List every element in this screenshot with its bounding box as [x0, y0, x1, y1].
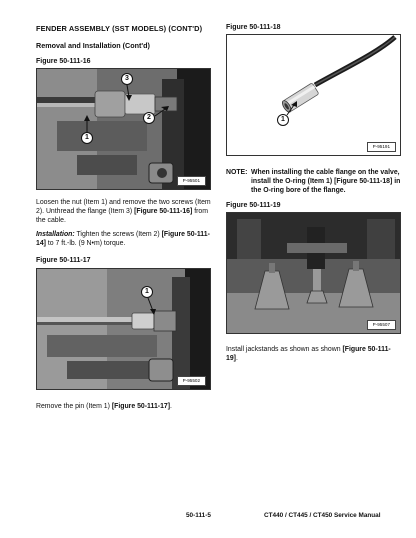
- figure-reference: [Figure 50-111-17]: [111, 403, 171, 410]
- paragraph-remove-flange: [36, 198, 212, 225]
- figure-reference: [Figure 50-111-14]: [36, 231, 210, 247]
- text-run: .: [170, 403, 172, 410]
- figure-reference: [Figure 50-111-19]: [226, 346, 391, 362]
- text-run: Remove the pin (Item 1): [36, 403, 112, 410]
- callout-1: 1: [81, 132, 93, 144]
- paragraph-remove-pin: [36, 402, 212, 411]
- figure-19-caption: Figure 50-111-19: [226, 202, 281, 209]
- section-title: FENDER ASSEMBLY (SST MODELS) (CONT'D): [36, 24, 203, 33]
- figure-16-caption: Figure 50-111-16: [36, 58, 91, 65]
- jackstands-image: [227, 213, 401, 334]
- text-run: Loosen the nut (Item 1) and remove the two screws (Item 2). Unthread the flange (Item 3): [36, 199, 211, 215]
- manual-title: CT440 / CT445 / CT450 Service Manual: [264, 512, 381, 519]
- page-number: 50-111-5: [186, 512, 211, 519]
- text-run: to 7 ft.-lb. (9 N•m) torque.: [45, 240, 126, 247]
- callout-3: 3: [121, 73, 133, 85]
- text-run: Tighten the screws (Item 2): [74, 231, 162, 238]
- callout-2: 2: [143, 112, 155, 124]
- paragraph-installation: [36, 230, 212, 248]
- figure-17-photo: [36, 268, 211, 390]
- figure-18-caption: Figure 50-111-18: [226, 24, 281, 31]
- figure-17-caption: Figure 50-111-17: [36, 257, 91, 264]
- figure-18-photo: [226, 34, 401, 156]
- pin-removal-image: [37, 269, 211, 390]
- cable-oring-image: [227, 35, 401, 156]
- callout-1: 1: [277, 114, 289, 126]
- figure-16-photo: [36, 68, 211, 190]
- paragraph-jackstands: [226, 345, 402, 363]
- photo-id-label: P-95501: [177, 176, 206, 186]
- figure-reference: [Figure 50-111-16]: [134, 208, 193, 215]
- figure-19-photo: [226, 212, 401, 334]
- text-run: .: [235, 355, 238, 362]
- photo-id-label: P-95502: [177, 376, 206, 386]
- installation-label: Installation:: [36, 231, 75, 238]
- subsection-title: Removal and Installation (Cont'd): [36, 41, 150, 50]
- fender-valve-image: [37, 69, 211, 190]
- note-text: When installing the cable flange on the valve, install the O-ring (Item 1) [Figure 50-111-18] in the O-ring bore of the flange.: [251, 169, 401, 194]
- photo-id-label: P-95191: [367, 142, 396, 152]
- note-label: NOTE:: [226, 169, 248, 176]
- callout-1: 1: [141, 286, 153, 298]
- photo-id-label: P-95507: [367, 320, 396, 330]
- text-run: from the cable.: [36, 208, 208, 224]
- text-run: Install jackstands as shown as shown: [226, 346, 343, 353]
